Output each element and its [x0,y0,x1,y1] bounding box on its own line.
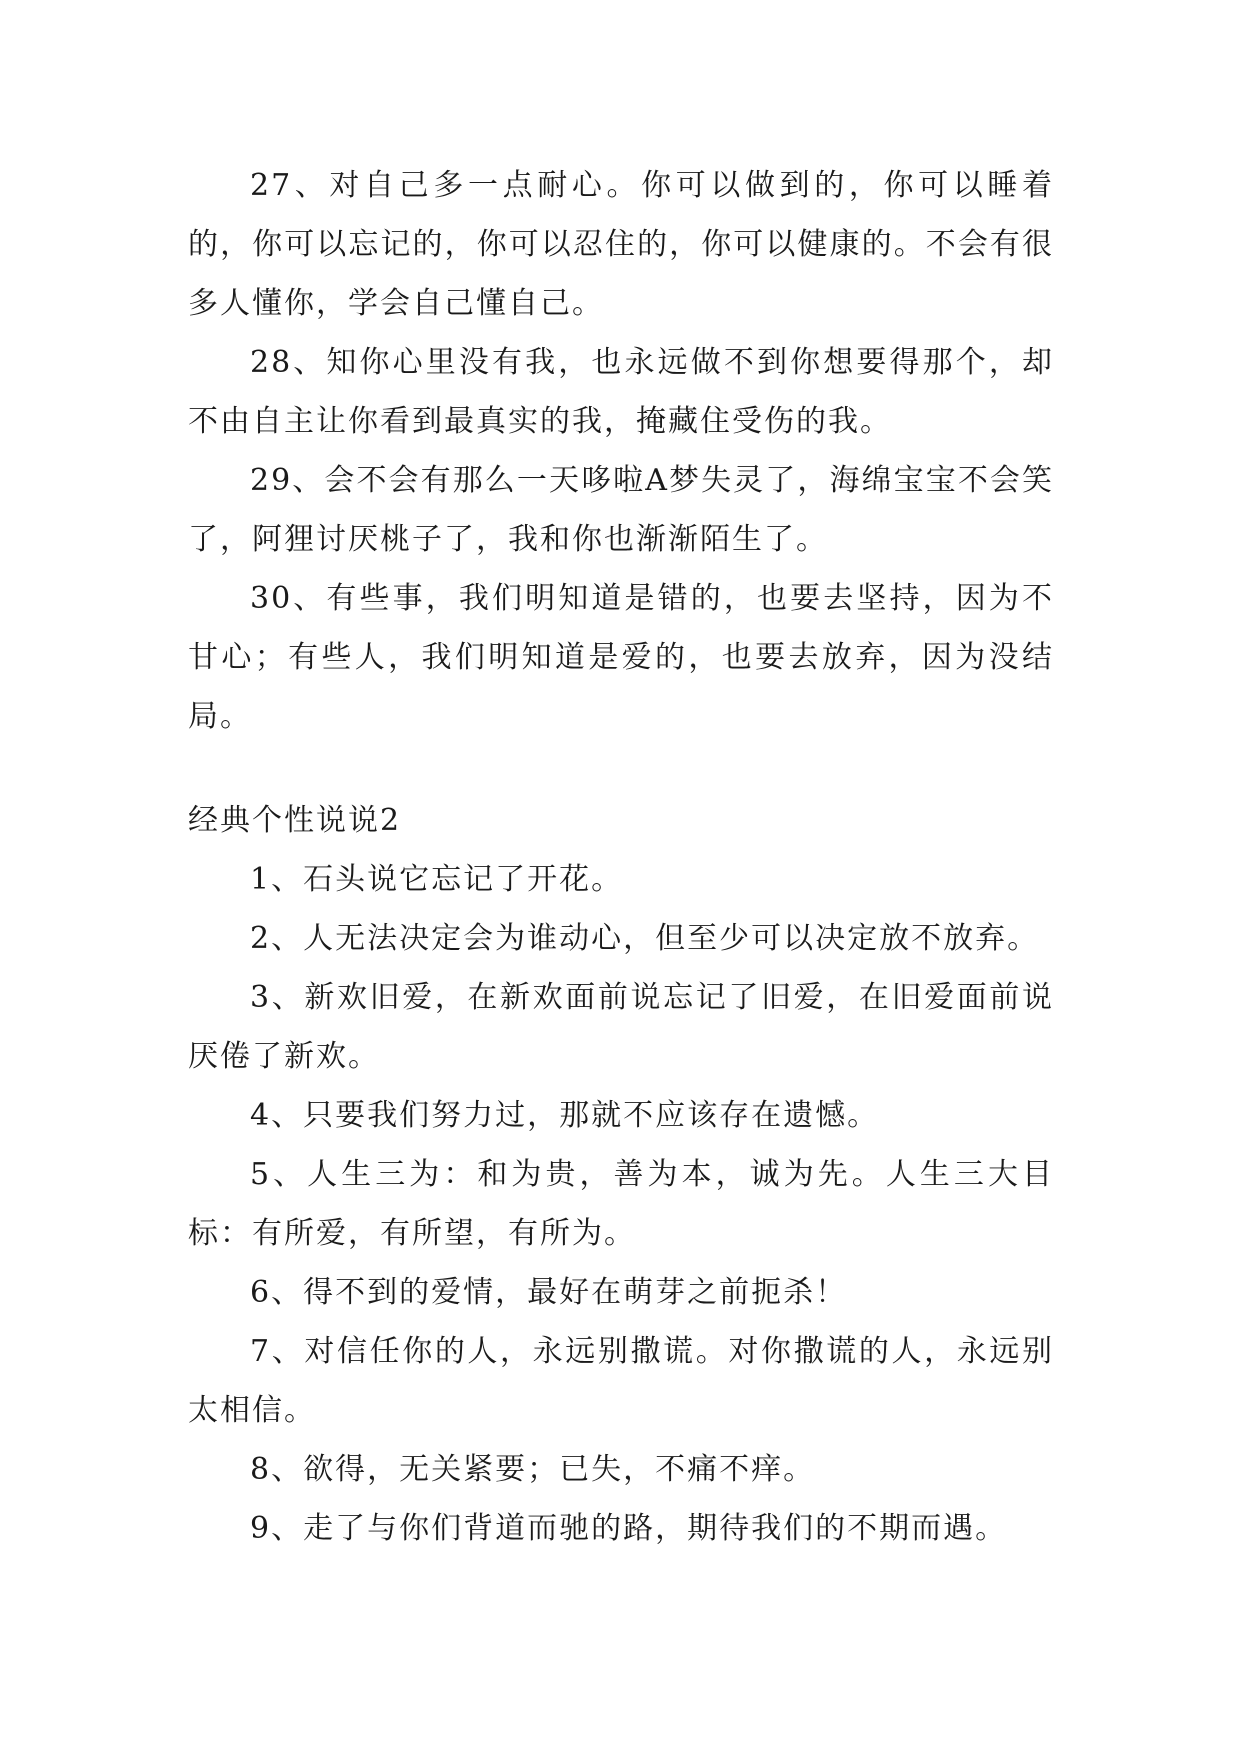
section-2 [188,791,1054,1558]
paragraph-4: 4、只要我们努力过，那就不应该存在遗憾。 [250,1098,880,1133]
paragraph-27: 27、对自己多一点耐心。你可以做到的，你可以睡着的，你可以忘记的，你可以忍住的，你可以健康的。不会有很多人懂你，学会自己懂自己。 [188,168,1054,321]
paragraph-8: 8、欲得，无关紧要；已失，不痛不痒。 [250,1452,816,1487]
paragraph-7: 7、对信任你的人，永远别撒谎。对你撒谎的人，永远别太相信。 [188,1334,1054,1428]
paragraph-29: 29、会不会有那么一天哆啦A梦失灵了，海绵宝宝不会笑了，阿狸讨厌桃子了，我和你也渐渐陌生了。 [188,463,1054,557]
paragraph-2: 2、人无法决定会为谁动心，但至少可以决定放不放弃。 [250,921,1040,956]
paragraph-9: 9、走了与你们背道而驰的路，期待我们的不期而遇。 [250,1511,1008,1546]
paragraph-3: 3、新欢旧爱，在新欢面前说忘记了旧爱，在旧爱面前说厌倦了新欢。 [188,980,1054,1074]
section-1 [188,156,1054,746]
paragraph-6: 6、得不到的爱情，最好在萌芽之前扼杀！ [250,1275,848,1310]
section-heading: 经典个性说说2 [188,803,402,838]
paragraph-1: 1、石头说它忘记了开花。 [250,862,624,897]
paragraph-30: 30、有些事，我们明知道是错的，也要去坚持，因为不甘心；有些人，我们明知道是爱的，也要去放弃，因为没结局。 [188,581,1054,734]
paragraph-5: 5、人生三为：和为贵，善为本，诚为先。人生三大目标：有所爱，有所望，有所为。 [188,1157,1054,1251]
paragraph-28: 28、知你心里没有我，也永远做不到你想要得那个，却不由自主让你看到最真实的我，掩藏住受伤的我。 [188,345,1054,439]
